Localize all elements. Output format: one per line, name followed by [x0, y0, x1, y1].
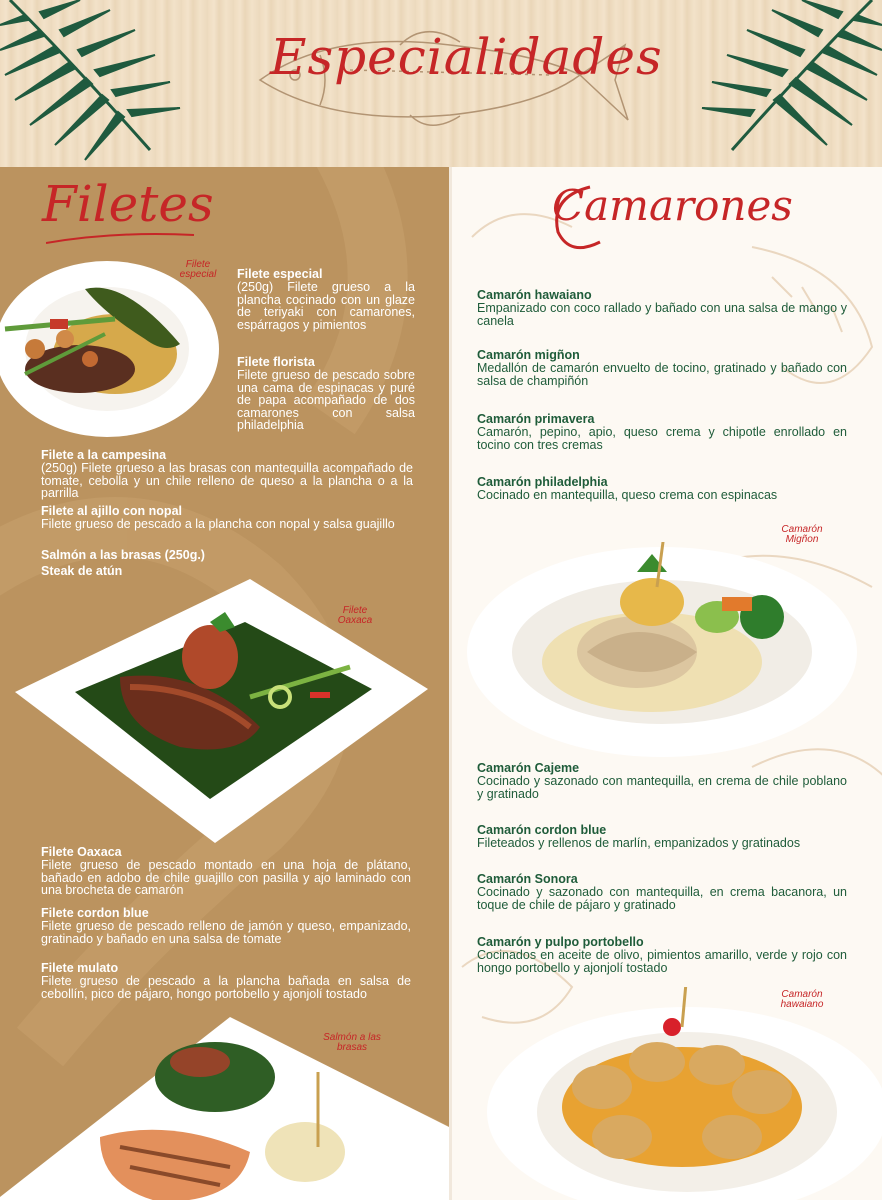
filete-ajillo-item [41, 504, 413, 531]
item-desc: Filete grueso de pescado a la plancha bañada en salsa de cebollín, pico de pájaro, hongo portobello y ajonjolí tostado [41, 974, 411, 1001]
caption-filete-oaxaca: Filete Oaxaca [337, 605, 373, 626]
camaron-pulpo-portobello-item [477, 935, 847, 974]
caption-camaron-hawaiano: Camarón hawaiano [780, 989, 824, 1010]
item-name: Camarón philadelphia [477, 475, 608, 489]
item-name: Camarón y pulpo portobello [477, 935, 644, 949]
item-name: Filete especial [237, 267, 323, 281]
camarones-panel [449, 167, 882, 1200]
palm-leaf-right-icon [682, 0, 882, 167]
item-name: Camarón primavera [477, 412, 595, 426]
header-banner [0, 0, 882, 167]
camaron-mignon-item [477, 348, 847, 387]
item-name: Filete florista [237, 355, 315, 369]
caption-filete-especial: Filete especial [179, 259, 217, 280]
filete-mulato-item [41, 961, 411, 1000]
title-flourish-icon [550, 172, 660, 262]
item-desc: Cocinado y sazonado con mantequilla, en crema de chile poblano y gratinado [477, 774, 847, 801]
caption-camaron-mignon: Camarón Migñon [781, 524, 823, 545]
camaron-primavera-item [477, 412, 847, 451]
item-desc: Medallón de camarón envuelto de tocino, gratinado y bañado con salsa de champiñón [477, 361, 847, 388]
filetes-title: Filetes [42, 175, 214, 233]
item-desc: Cocinados en aceite de olivo, pimientos amarillo, verde y rojo con hongo portobello y ajonjolí tostado [477, 948, 847, 975]
item-name: Filete Oaxaca [41, 845, 122, 859]
item-desc: Cocinado en mantequilla, queso crema con espinacas [477, 488, 778, 502]
camaron-mignon-photo [467, 542, 867, 762]
item-name: Steak de atún [41, 564, 123, 578]
item-desc: Filete grueso de pescado montado en una hoja de plátano, bañado en adobo de chile guajillo con pasilla y ajo laminado con una brocheta de camarón [41, 858, 411, 897]
caption-salmon-brasas: Salmón a las brasas [323, 1032, 381, 1053]
camaron-philadelphia-item [477, 475, 847, 502]
item-name: Salmón a las brasas (250g.) [41, 548, 205, 562]
item-name: Filete al ajillo con nopal [41, 504, 182, 518]
filete-campesina-item [41, 448, 413, 500]
camarones-title: Camarones [552, 181, 793, 230]
item-name: Filete cordon blue [41, 906, 149, 920]
item-desc: Filete grueso de pescado a la plancha con nopal y salsa guajillo [41, 517, 395, 531]
item-desc: Camarón, pepino, apio, queso crema y chipotle enrollado en tocino con tres cremas [477, 425, 847, 452]
filete-oaxaca-photo [10, 577, 430, 847]
item-desc: Cocinado y sazonado con mantequilla, en crema bacanora, un toque de chile de pájaro y gratinado [477, 885, 847, 912]
item-name: Camarón Cajeme [477, 761, 580, 775]
salmon-brasas-photo [0, 1017, 449, 1200]
camaron-cajeme-item [477, 761, 847, 800]
item-desc: Filete grueso de pescado relleno de jamón y queso, empanizado, gratinado y bañado en una salsa de tomate [41, 919, 411, 946]
page-title: Especialidades [270, 28, 663, 86]
camaron-hawaiano-item [477, 288, 847, 327]
filete-florista-item [237, 355, 415, 432]
filete-cordon-blue-item [41, 906, 411, 945]
palm-leaf-left-icon [0, 0, 200, 167]
filete-oaxaca-item [41, 845, 411, 897]
item-desc: (250g) Filete grueso a la plancha cocinado con un glaze de teriyaki con camarones, espárragos y pimientos [237, 280, 415, 332]
title-underline-icon [46, 229, 196, 249]
item-name: Camarón migñon [477, 348, 580, 362]
filete-especial-item [237, 267, 415, 331]
camaron-cordon-blue-item [477, 823, 847, 850]
item-name: Filete a la campesina [41, 448, 167, 462]
item-name: Camarón Sonora [477, 872, 578, 886]
filetes-panel [0, 167, 449, 1200]
item-name: Camarón cordon blue [477, 823, 607, 837]
steak-atun-item [41, 564, 413, 578]
camaron-sonora-item [477, 872, 847, 911]
item-desc: Empanizado con coco rallado y bañado con una salsa de mango y canela [477, 301, 847, 328]
salmon-brasas-item [41, 548, 413, 562]
item-name: Filete mulato [41, 961, 119, 975]
item-desc: Fileteados y rellenos de marlín, empanizados y gratinados [477, 836, 801, 850]
filete-especial-photo [0, 259, 225, 444]
item-desc: Filete grueso de pescado sobre una cama de espinacas y puré de papa acompañado de dos camarones con salsa philadelphia [237, 368, 415, 432]
item-desc: (250g) Filete grueso a las brasas con mantequilla acompañado de tomate, cebolla y un chile relleno de queso a la plancha o a la parrilla [41, 461, 413, 500]
camaron-hawaiano-photo [472, 987, 882, 1200]
item-name: Camarón hawaiano [477, 288, 592, 302]
